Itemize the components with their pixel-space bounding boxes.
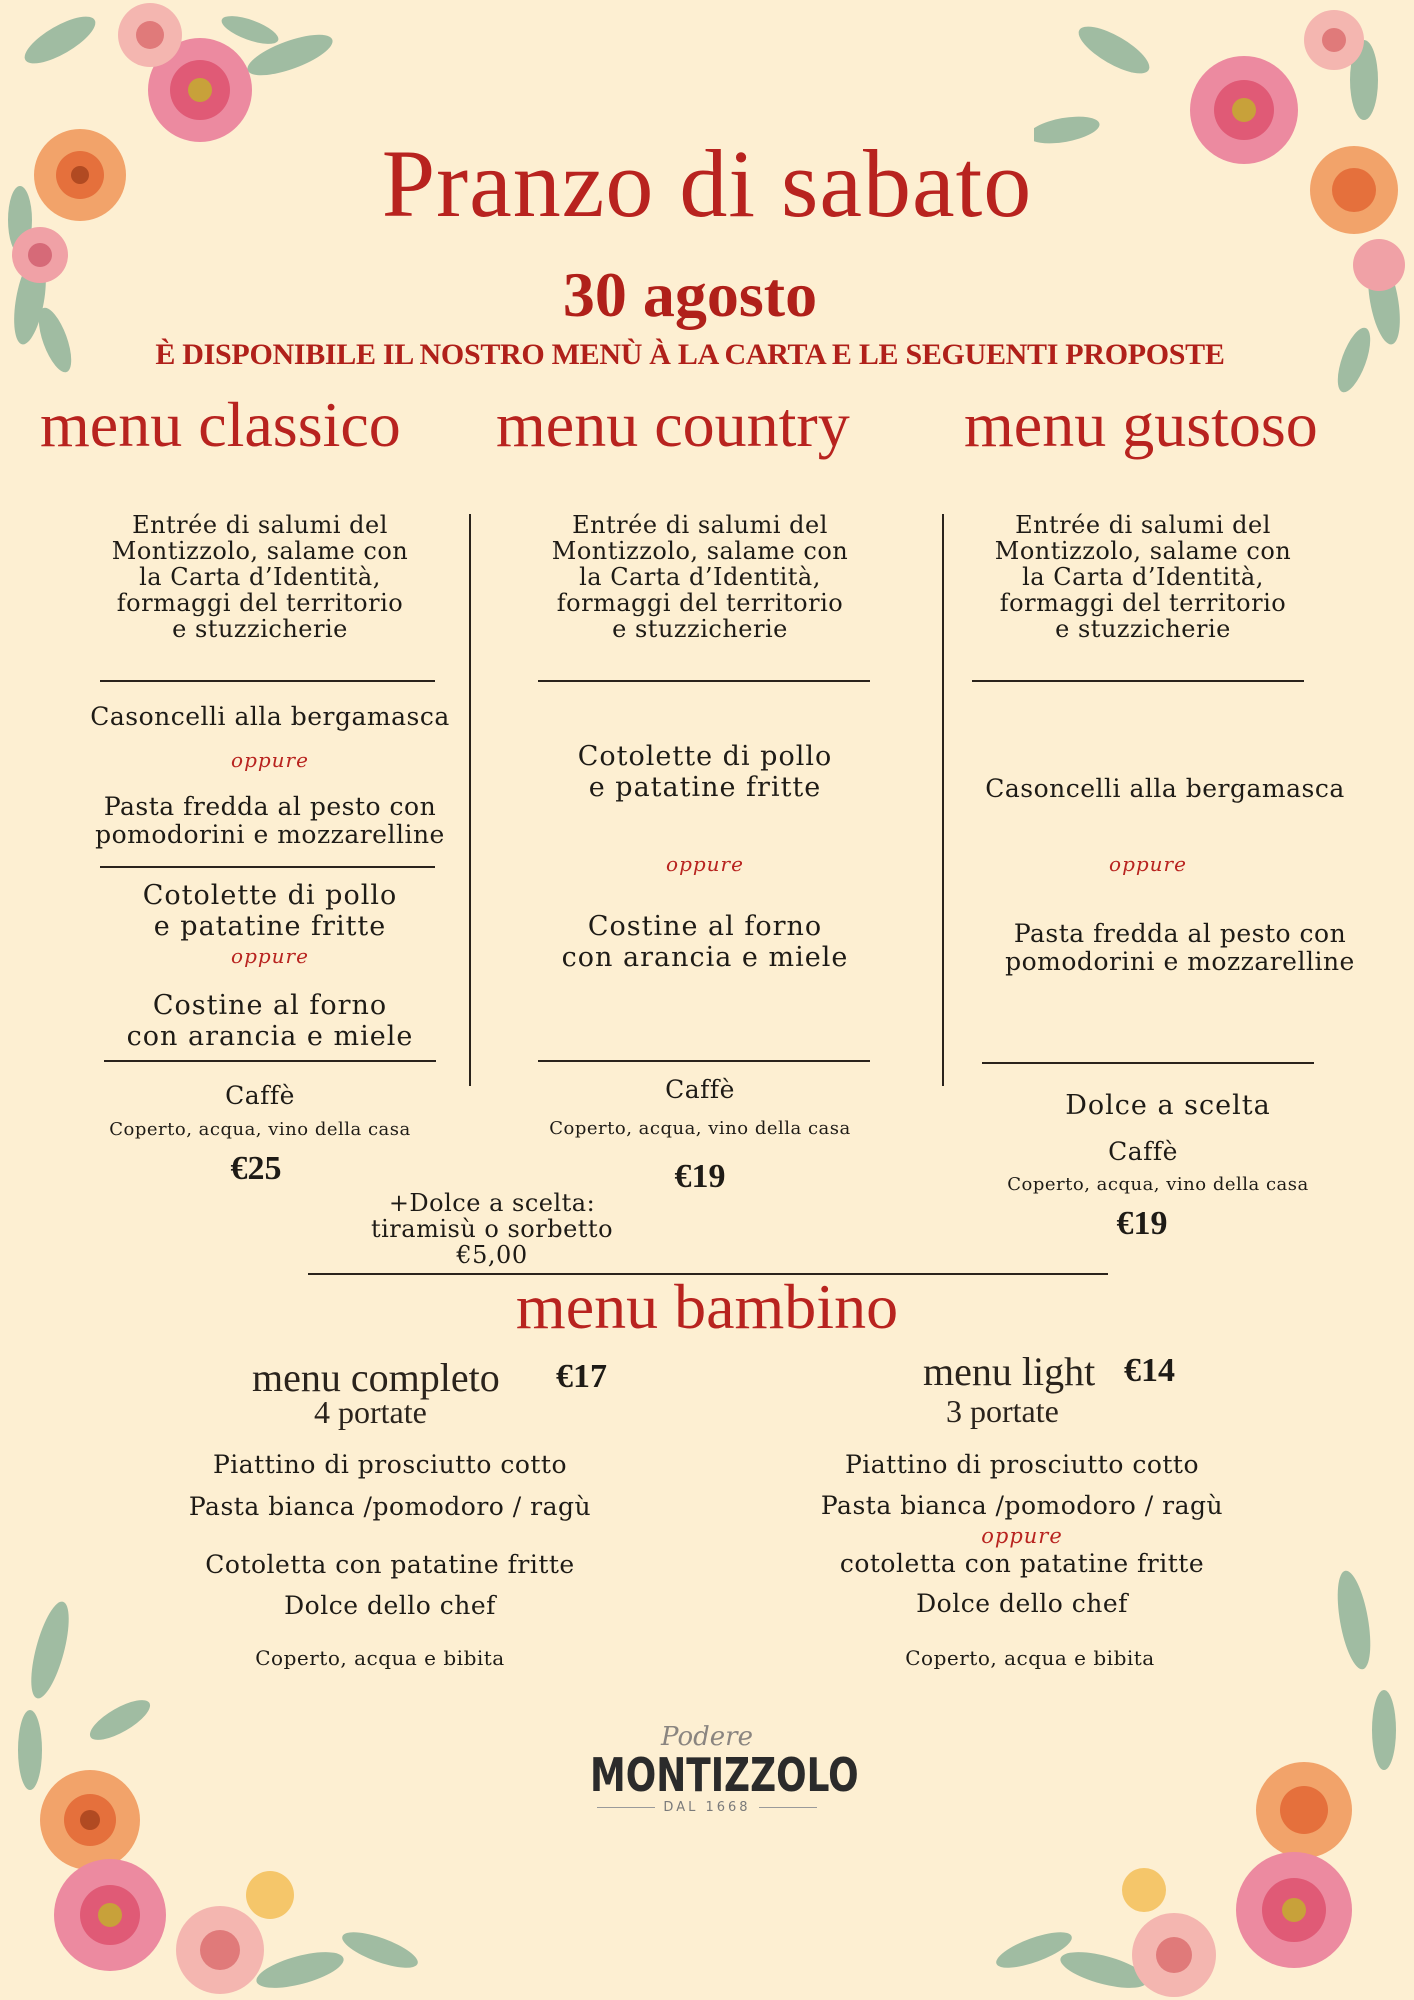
bambino-light-price: €14 (1124, 1352, 1175, 1389)
bambino-completo-item-1: Piattino di prosciutto cotto (212, 1450, 568, 1479)
classico-first-b: Pasta fredda al pesto con pomodorini e mozzarelline (95, 792, 445, 849)
country-divider-1 (538, 680, 870, 682)
classico-divider-1 (100, 680, 435, 682)
classico-divider-3 (104, 1060, 436, 1062)
menu-classico-heading: menu classico (40, 389, 401, 460)
bambino-completo-item-2: Pasta bianca /pomodoro / ragù (188, 1492, 592, 1521)
bambino-light-item-3: cotoletta con patatine fritte (839, 1549, 1205, 1578)
logo-rule-left (597, 1807, 655, 1808)
logo-podere: Podere (661, 1722, 753, 1752)
bambino-completo-portate: 4 portate (314, 1394, 427, 1430)
logo-montizzolo: MONTIZZOLO (590, 1748, 859, 1802)
country-main-a: Cotolette di pollo e patatine fritte (577, 741, 833, 803)
country-price: €19 (674, 1158, 726, 1195)
page-title: Pranzo di sabato (381, 130, 1033, 237)
menu-gustoso-heading: menu gustoso (964, 389, 1318, 460)
country-entree: Entrée di salumi del Montizzolo, salame con la Carta d’Identità, formaggi del territorio e stuzzicherie (551, 511, 849, 643)
gustoso-caffe: Caffè (1108, 1137, 1178, 1166)
bambino-light-item-1: Piattino di prosciutto cotto (844, 1450, 1200, 1479)
country-main-b: Costine al forno con arancia e miele (561, 911, 849, 973)
classico-oppure-1: oppure (231, 748, 309, 772)
gustoso-divider-2 (982, 1062, 1314, 1064)
classico-price: €25 (230, 1150, 282, 1187)
bambino-light-name: menu light (923, 1349, 1096, 1394)
classico-coperto: Coperto, acqua, vino della casa (109, 1119, 411, 1140)
classico-caffe: Caffè (225, 1081, 295, 1110)
classico-extra-dolce: +Dolce a scelta: tiramisù o sorbetto €5,00 (370, 1189, 614, 1269)
gustoso-oppure: oppure (1109, 852, 1187, 876)
classico-second-b: Costine al forno con arancia e miele (126, 990, 414, 1052)
bambino-light-item-2: Pasta bianca /pomodoro / ragù (820, 1491, 1224, 1520)
bambino-completo-item-4: Dolce dello chef (284, 1591, 496, 1620)
gustoso-price: €19 (1116, 1205, 1168, 1242)
menu-bambino-heading: menu bambino (515, 1271, 899, 1342)
country-caffe: Caffè (665, 1075, 735, 1104)
gustoso-main-a: Casoncelli alla bergamasca (985, 774, 1345, 803)
country-oppure: oppure (666, 852, 744, 876)
classico-first-a: Casoncelli alla bergamasca (90, 702, 450, 731)
bambino-light-portate: 3 portate (946, 1393, 1059, 1429)
country-divider-2 (538, 1060, 870, 1062)
logo-rule-right (759, 1807, 817, 1808)
gustoso-entree: Entrée di salumi del Montizzolo, salame con la Carta d’Identità, formaggi del territorio e stuzzicherie (994, 511, 1292, 643)
logo-since-row (557, 1800, 857, 1815)
classico-oppure-2: oppure (231, 944, 309, 968)
classico-entree: Entrée di salumi del Montizzolo, salame con la Carta d’Identità, formaggi del territorio e stuzzicherie (111, 511, 409, 643)
bambino-completo-coperto: Coperto, acqua e bibita (255, 1646, 505, 1670)
floral-corner-bottom-left (0, 1570, 440, 2000)
bambino-light-oppure: oppure (981, 1524, 1063, 1548)
logo-since: DAL 1668 (663, 1800, 751, 1815)
bambino-completo-name: menu completo (252, 1355, 500, 1400)
event-date: 30 agosto (562, 259, 818, 330)
bambino-light-item-4: Dolce dello chef (916, 1589, 1128, 1618)
country-coperto: Coperto, acqua, vino della casa (549, 1118, 851, 1139)
gustoso-dolce: Dolce a scelta (1065, 1090, 1271, 1121)
floral-corner-bottom-right (974, 1560, 1414, 2000)
menu-country-heading: menu country (496, 389, 850, 460)
bambino-light-coperto: Coperto, acqua e bibita (905, 1646, 1155, 1670)
gustoso-main-b: Pasta fredda al pesto con pomodorini e mozzarelline (1005, 919, 1355, 976)
gustoso-divider-1 (972, 680, 1304, 682)
classico-second-a: Cotolette di pollo e patatine fritte (142, 880, 398, 942)
availability-note: È DISPONIBILE IL NOSTRO MENÙ À LA CARTA E LE SEGUENTI PROPOSTE (155, 338, 1225, 371)
classico-divider-2 (100, 866, 435, 868)
bambino-completo-item-3: Cotoletta con patatine fritte (205, 1550, 575, 1579)
logo (557, 1722, 857, 1815)
bambino-completo-price: €17 (556, 1358, 607, 1395)
gustoso-coperto: Coperto, acqua, vino della casa (1007, 1174, 1309, 1195)
